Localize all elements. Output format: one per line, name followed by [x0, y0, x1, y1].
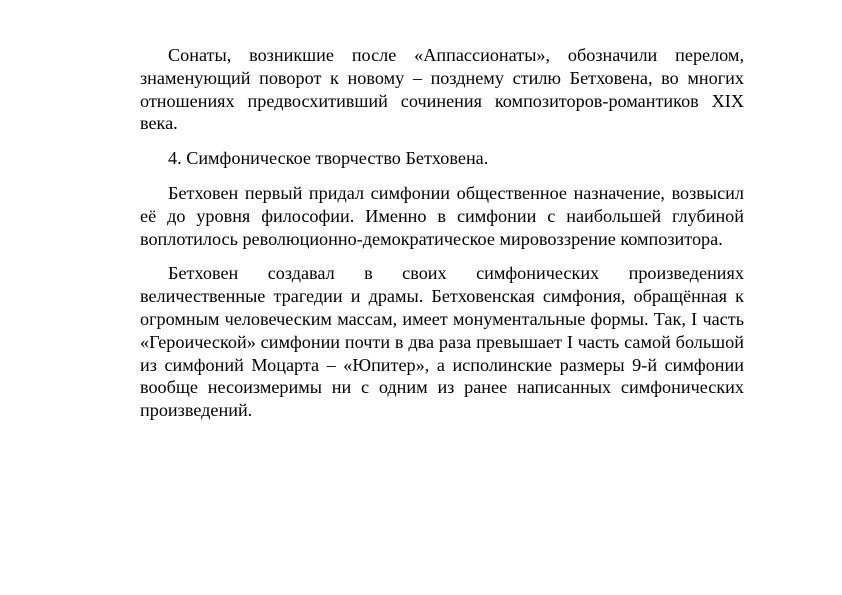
paragraph-symphony-forms: Бетховен создавал в своих симфонических произведениях величественные трагедии и драмы. Бетховенская симфония, обращённая к огромным человеческим массам, имеет монументальные формы. Так, I часть «Героической» симфонии почти в два раза превышает I часть самой большой из симфоний Моцарта – «Юпитер», а исполинские размеры 9-й симфонии вообще несоизмеримы ни с одним из ранее написанных симфонических произведений.: [140, 263, 744, 421]
section-heading: 4. Симфоническое творчество Бетховена.: [168, 148, 489, 169]
paragraph-sonatas: Сонаты, возникшие после «Аппассионаты», обозначили перелом, знаменующий поворот к новому – позднему стилю Бетховена, во многих отношениях предвосхитивший сочинения композиторов-романтиков XIX века.: [140, 45, 744, 134]
document-body: [140, 44, 744, 434]
paragraph-symphony-purpose: Бетховен первый придал симфонии общественное назначение, возвысил её до уровня философии. Именно в симфонии с наибольшей глубиной воплотилось революционно-демократическое мировоззрение композитора.: [140, 182, 744, 249]
